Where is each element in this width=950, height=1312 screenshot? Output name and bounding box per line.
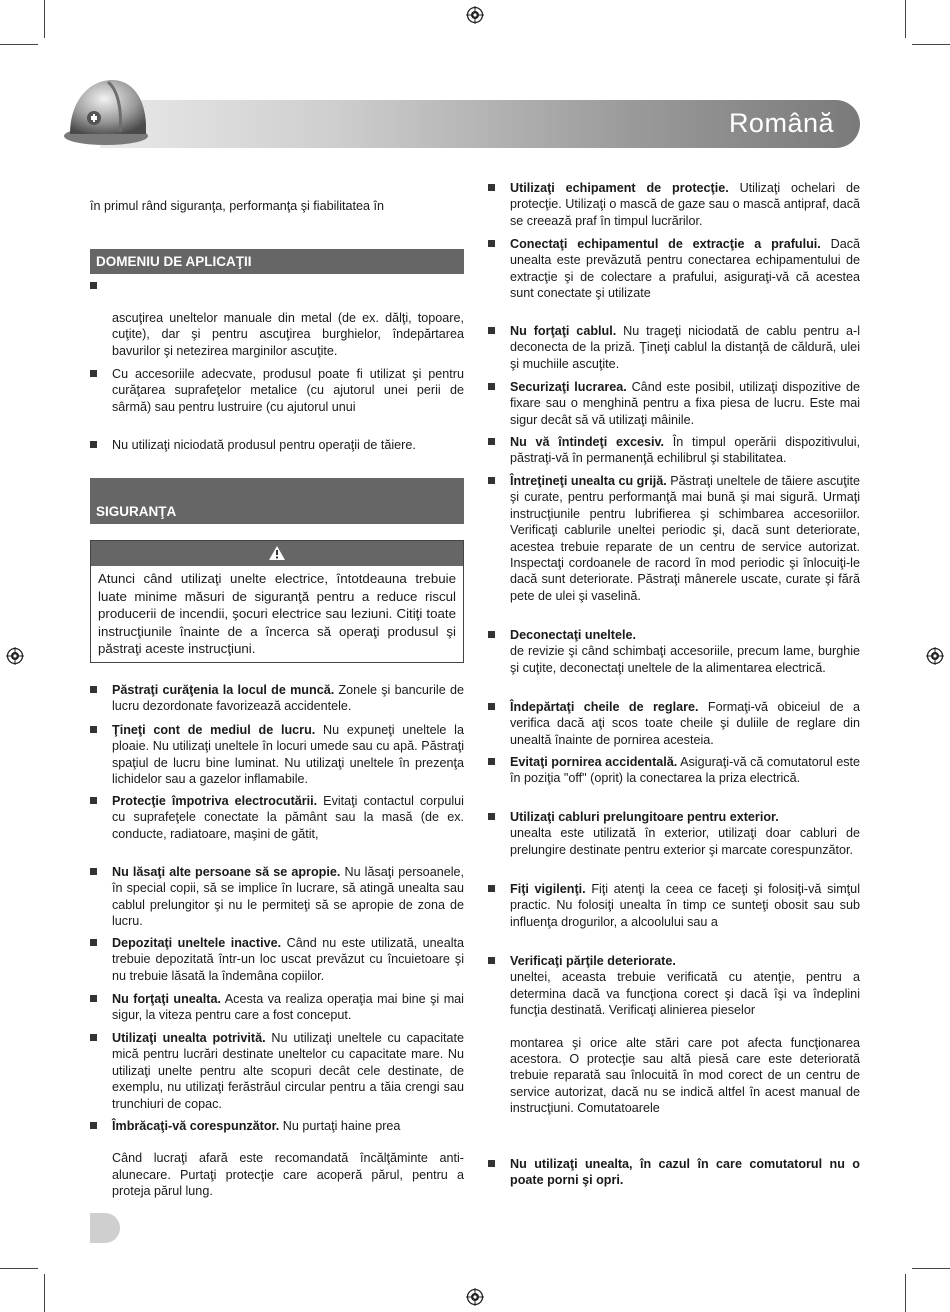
list-item [90,991,464,1024]
list-item-title: Nu forţaţi unealta. [112,992,221,1006]
list-item-body: Acesta va realiza operaţia mai bine şi mai sigur, la viteza pentru care a fost conceput. [112,992,464,1023]
bullet-icon [488,240,495,247]
list-item [90,682,464,715]
list-item [488,699,860,748]
list-item [488,379,860,428]
list-item-body: Când nu este utilizată, unealta trebuie depozitată într-un loc uscat prevăzut cu încuietoare şi nu trebuie lăsată la îndemâna copiilor. [112,936,464,983]
list-item-title: Întreţineţi unealta cu grijă. [510,474,667,488]
list-item-text [112,935,464,984]
list-item-title: Fiţi vigilenţi. [510,882,586,896]
list-item-body: Nu purtaţi haine prea [279,1119,401,1133]
list-item-text [112,1118,464,1200]
list-item-title: Depozitaţi uneltele inactive. [112,936,282,950]
crop-mark [0,44,38,45]
list-item-text [112,1030,464,1112]
list-item-text [510,434,860,467]
bullet-icon [488,885,495,892]
warning-triangle-icon [269,546,285,560]
list-item-text [510,323,860,372]
list-item-text [112,991,464,1024]
bullet-icon [90,868,97,875]
list-item-title: Utilizaţi echipament de protecţie. [510,181,729,195]
bullet-icon [90,686,97,693]
list-item-text [112,864,464,930]
section-title: DOMENIU DE APLICAŢII [96,254,252,269]
list-item [488,434,860,467]
bullet-icon [488,813,495,820]
warning-box [90,540,464,663]
list-item-title: Utilizaţi unealta potrivită. [112,1031,266,1045]
list-item [488,180,860,229]
list-item-body: Asiguraţi-vă că comutatorul este în poziţia "off" (oprit) la conectarea la priza electrică. [510,755,861,786]
list-item-body: Evitaţi contactul corpului cu suprafeţele conectate la pământ sau la masă (de ex. conducte, radiatoare, maşini de gătit, [112,794,464,841]
list-item [90,793,464,842]
list-item-extra: de revizie şi când schimbaţi accesoriile, precum lame, burghie şi cuţite, deconectaţi uneltele de la alimentarea electrică. [510,644,860,675]
list-item [488,953,860,1117]
language-header-bar [100,100,860,148]
crop-mark [905,1274,906,1312]
list-item-body: Formaţi-vă obiceiul de a verifica dacă aţi scos toate cheile şi duliile de reglare din unealtă înainte de pornirea acesteia. [510,700,860,747]
list-item-body: Nu lăsaţi persoanele, în special copii, să se implice în lucrare, să atingă unealta sau cablul prelungitor şi nu le permiteţi să se apropie de zona de lucru. [112,865,465,929]
list-item-text [112,722,464,788]
list-item-body: Dacă unealta este prevăzută pentru conectarea echipamentului de extracţie şi de colectare a prafului, asiguraţi-vă că acestea sunt conectate şi utilizate [510,237,861,301]
registration-mark-icon [466,1288,484,1306]
list-item [90,935,464,984]
list-item [488,236,860,302]
list-item-extra: Când lucraţi afară este recomandată încălţăminte anti-alunecare. Purtaţi protecţie care acoperă părul, pentru a proteja părul lung. [112,1151,464,1199]
list-item-title: Conectaţi echipamentul de extracţie a prafului. [510,237,821,251]
bullet-icon [488,477,495,484]
bullet-icon [90,797,97,804]
bullet-icon [90,370,97,377]
list-item-extra: montarea şi orice alte stări care pot afecta funcţionarea acestora. O protecţie sau altă piesă care este deteriorată trebuie reparată sau înlocuită în mod corect de un centru de service autorizat, dacă nu se indică altfel în acest manual de instrucţiuni. Comutatoarele [510,1035,860,1116]
crop-mark [44,1274,45,1312]
bullet-icon [488,957,495,964]
bullet-icon [488,758,495,765]
list-item [488,627,860,676]
list-item [488,473,860,604]
section-header-safety [90,478,464,524]
list-item-body: Nu expuneţi uneltele la ploaie. Nu utilizaţi uneltele în locuri umede sau cu apă. Păstraţi spaţiul de lucru bine luminat. Nu utilizaţi uneltele în prezenţa lichidelor sau a gazelor inflamabile. [112,723,464,787]
list-item-title: Protecţie împotriva electrocutării. [112,794,318,808]
list-item-text [510,236,860,302]
bullet-icon [90,441,97,448]
list-item-text [510,699,860,748]
list-item-body: Fiţi atenţi la ceea ce faceţi şi folosiţi-vă simţul practic. Nu folosiţi unealta în timp ce sunteţi obosit sau sub influenţa drogurilor, a alcoolului sau a [510,882,860,929]
list-item [90,1030,464,1112]
list-item-text [112,682,464,715]
list-item-title: Nu lăsaţi alte persoane să se apropie. [112,865,341,879]
registration-mark-icon [926,647,944,665]
registration-mark-icon [6,647,24,665]
bullet-icon [488,327,495,334]
list-item-body: În timpul operării dispozitivului, păstraţi-vă în permanenţă echilibrul şi stabilitatea. [510,435,860,466]
list-item-body: Nu trageţi niciodată de cablu pentru a-l deconecta de la priză. Ţineţi cablul la distanţă de căldură, ulei şi muchiile ascuţite. [510,324,860,371]
page-number-tab [90,1213,120,1243]
list-item-text [510,627,860,676]
list-item [488,754,860,787]
list-item-title: Nu forţaţi cablul. [510,324,617,338]
list-item [488,809,860,858]
list-item-title: Îndepărtaţi cheile de reglare. [510,700,699,714]
list-item-body: Utilizaţi ochelari de protecţie. Utilizaţi o mască de gaze sau o mască antipraf, dacă se creează praf în timpul lucrărilor. [510,181,861,228]
list-item-extra: uneltei, aceasta trebuie verificată cu atenţie, pentru a determina dacă va funcţiona corect şi dacă îşi va îndeplini funcţia destinată. Verificaţi alinierea pieselor [510,970,860,1018]
list-item-extra: unealta este utilizată în exterior, utilizaţi doar cabluri de prelungire destinate pentru exterior şi marcate corespunzător. [510,826,860,857]
bullet-icon [488,184,495,191]
bullet-icon [488,1160,495,1167]
list-item-title: Nu vă întindeţi excesiv. [510,435,665,449]
list-item-text: ascuţirea uneltelor manuale din metal (de ex. dălţi, topoare, cuţite), dar şi pentru ascuţirea burghielor, îndepărtarea bavurilor şi netezirea marginilor ascuţite. [112,311,464,358]
crop-mark [905,0,906,38]
list-item [90,864,464,930]
list-item-title: Verificaţi părţile deteriorate. [510,954,676,968]
list-item-title: Îmbrăcaţi-vă corespunzător. [112,1119,280,1133]
safety-helmet-icon [60,70,156,150]
list-item-text [510,953,860,1117]
list-item-title: Nu utilizaţi unealta, în cazul în care comutatorul nu o poate porni şi opri. [510,1157,860,1188]
crop-mark [0,1268,38,1269]
bullet-icon [90,726,97,733]
crop-mark [44,0,45,38]
section-title: SIGURANŢA [96,504,177,519]
bullet-icon [90,1034,97,1041]
list-item-title: Utilizaţi cabluri prelungitoare pentru exterior. [510,810,779,824]
bullet-icon [90,282,97,289]
crop-mark [912,44,950,45]
list-item [488,323,860,372]
list-item [90,437,464,453]
crop-mark [912,1268,950,1269]
bullet-icon [90,995,97,1002]
warning-header [91,541,463,566]
bullet-icon [90,1122,97,1129]
list-item [90,722,464,788]
warning-text: Atunci când utilizaţi unelte electrice, întotdeauna trebuie luate minime măsuri de siguranţă pentru a reduce riscul producerii de incendii, şocuri electrice sau leziuni. Citiţi toate instrucţiunile înainte de a încerca să operaţi produsul şi păstraţi aceste instrucţiuni. [98,571,456,656]
bullet-icon [488,703,495,710]
list-item-text [510,379,860,428]
list-item [90,366,464,415]
list-item [90,310,464,359]
list-item-text [510,1156,860,1189]
list-item [90,1118,464,1200]
list-item-body: Când este posibil, utilizaţi dispozitive de fixare sau o menghină pentru a fixa piesa de lucru. Este mai sigur decât să vă utilizaţi mâinile. [510,380,860,427]
list-item-title: Deconectaţi uneltele. [510,628,636,642]
list-item-title: Evitaţi pornirea accidentală. [510,755,678,769]
list-item-text [510,809,860,858]
language-title: Română [728,108,834,138]
list-item-title: Păstraţi curăţenia la locul de muncă. [112,683,335,697]
list-item [90,278,464,294]
intro-text: în primul rând siguranţa, performanţa şi fiabilitatea în [90,199,385,213]
list-item [488,1156,860,1189]
bullet-icon [90,939,97,946]
list-item-text: Nu utilizaţi niciodată produsul pentru operaţii de tăiere. [112,438,416,452]
list-item-title: Ţineţi cont de mediul de lucru. [112,723,316,737]
list-item-text: Cu accesoriile adecvate, produsul poate fi utilizat şi pentru curăţarea suprafeţelor metalice (cu ajutorul unei perii de sârmă) sau pentru lustruire (cu ajutorul unui [112,367,464,414]
list-item-text [510,180,860,229]
section-header-domain [90,249,464,274]
list-item-text [510,473,860,604]
bullet-icon [488,383,495,390]
list-item-text [510,754,860,787]
list-item-body: Zonele şi bancurile de lucru dezordonate favorizează accidentele. [112,683,465,714]
list-item-body: Păstraţi uneltele de tăiere ascuţite şi curate, pentru performanţă mai bună şi mai sigură. Urmaţi instrucţiunile pentru lubrifierea şi schimbarea accesoriilor. Verificaţi cablurile uneltei periodic şi, dacă sunt deteriorate, acestea trebuie reparate de un centru de service autorizat. Inspectaţi cordoanele de racord în mod periodic şi înlocuiţi-le dacă sunt deteriorate. Păstraţi mânerele uscate, curate şi fără pete de ulei şi vaselină. [510,474,860,603]
bullet-icon [488,438,495,445]
list-item-body: Nu utilizaţi uneltele cu capacitate mică pentru lucrări destinate uneltelor cu capacitate mare. Nu utilizaţi unelte pentru alte scopuri decât cele destinate, de exemplu, nu utilizaţi ferăstrăul circular pentru a tăia crengi sau trunchiuri de copac. [112,1031,465,1111]
list-item-text [112,793,464,842]
registration-mark-icon [466,6,484,24]
list-item-text [510,881,860,930]
bullet-icon [488,631,495,638]
list-item [488,881,860,930]
list-item-title: Securizaţi lucrarea. [510,380,627,394]
